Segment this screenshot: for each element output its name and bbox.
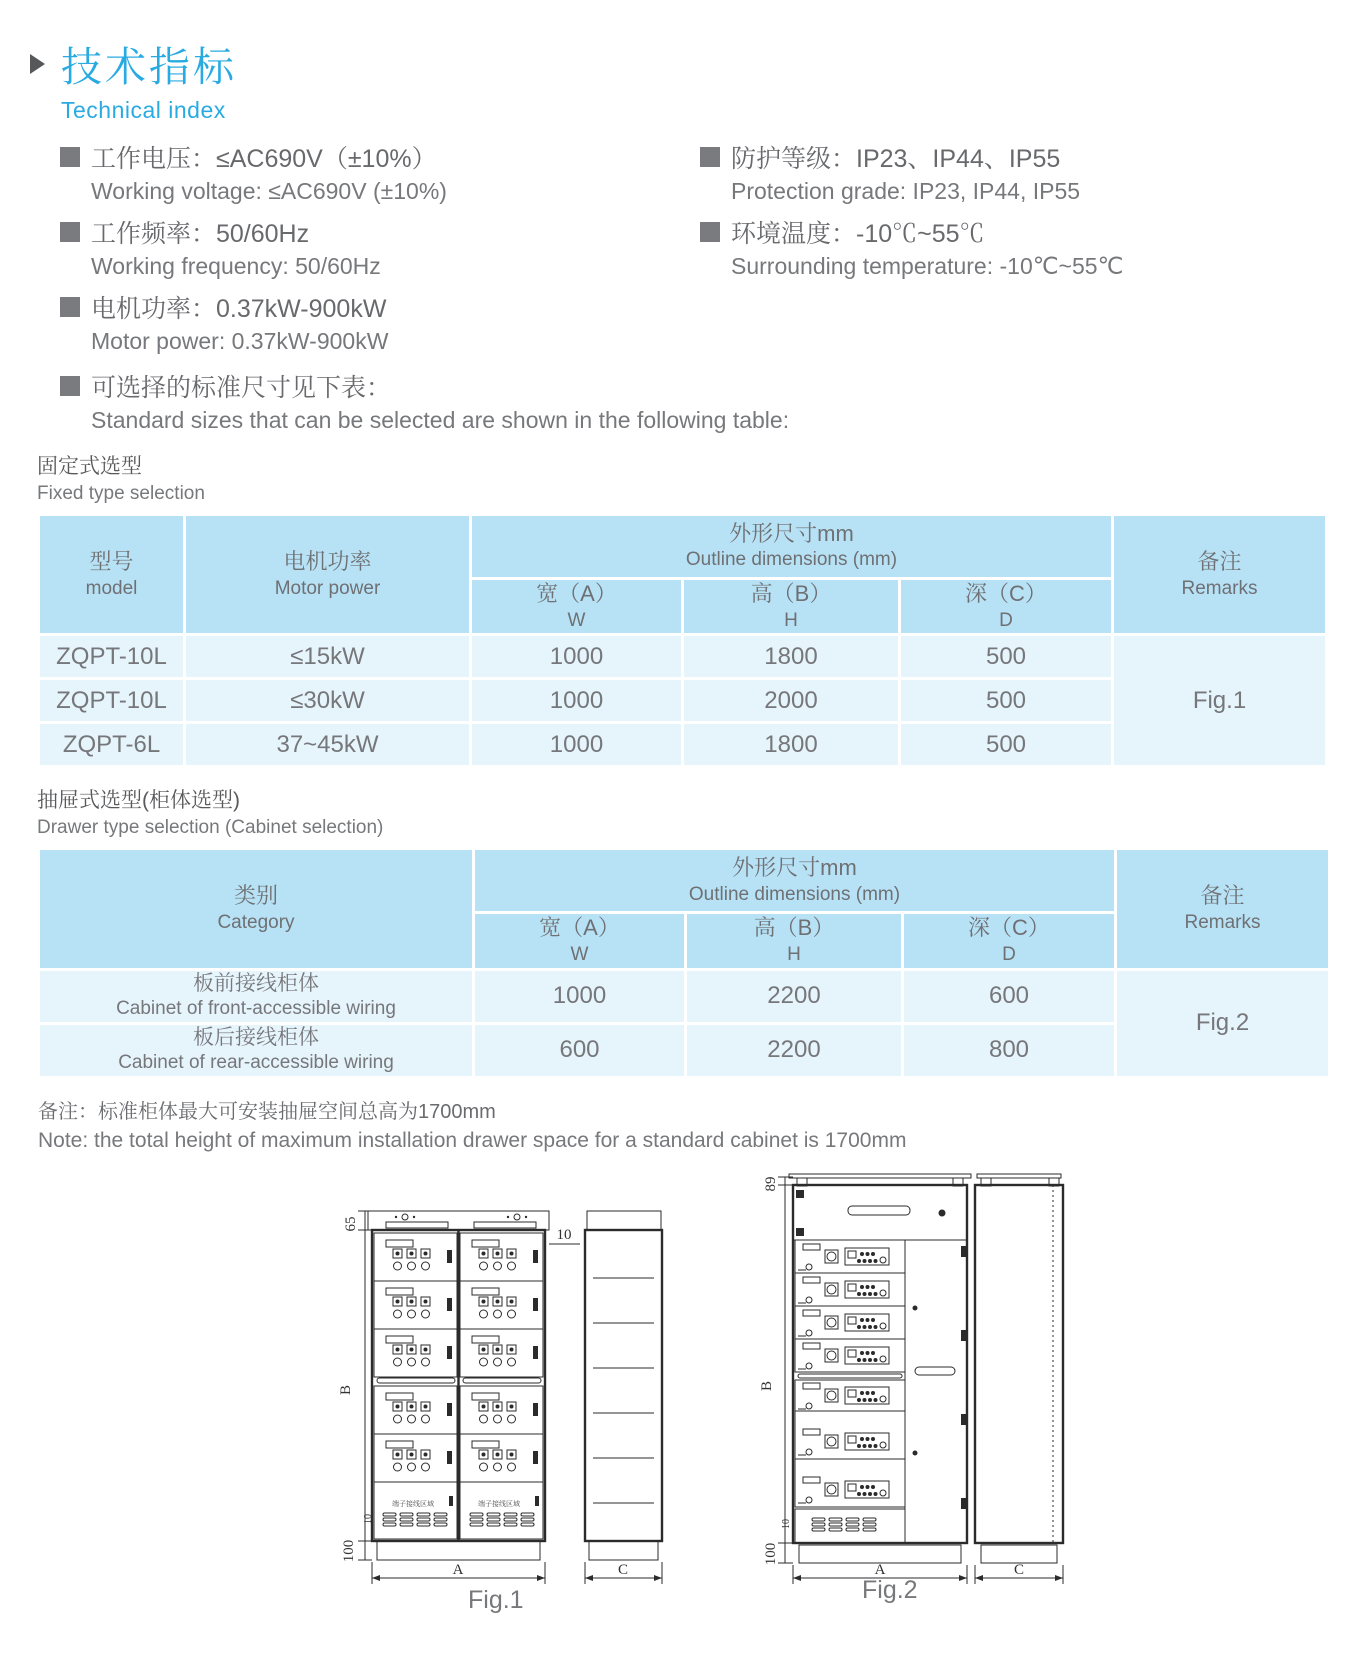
spec-en-text: Standard sizes that can be selected are shown in the following table: — [91, 407, 790, 433]
spec-zh-text: 防护等级：IP23、IP44、IP55 — [731, 145, 1061, 173]
table-row — [39, 635, 1327, 679]
col-motor-power-header: 电机功率 Motor power — [185, 515, 471, 635]
section-en: Drawer type selection (Cabinet selection) — [37, 817, 384, 839]
height-cell: 2000 — [683, 679, 900, 723]
fig2-dim-c-label: C — [1013, 1562, 1025, 1578]
fig2-dim-a-label: A — [874, 1562, 886, 1578]
col-height-header: 高（B） H — [683, 579, 900, 635]
bullet-square-icon — [60, 297, 80, 317]
note-zh: 备注：标准柜体最大可安装抽屉空间总高为1700mm — [38, 1100, 496, 1123]
category-cell: 板前接线柜体 Cabinet of front-accessible wiring — [39, 969, 474, 1023]
section-zh: 固定式选型 — [37, 455, 142, 478]
spec-item-working-voltage — [60, 142, 700, 205]
spec-en-text: Motor power: 0.37kW-900kW — [91, 328, 389, 354]
fig1-dim-10-top-label: 10 — [556, 1227, 572, 1243]
fig2-caption: Fig.2 — [862, 1576, 918, 1604]
bullet-square-icon — [60, 222, 80, 242]
motor-cell: ≤15kW — [185, 635, 471, 679]
fig1-dim-65-label: 65 — [343, 1216, 359, 1232]
drawer-selection-table — [37, 847, 1331, 1078]
motor-cell: 37~45kW — [185, 723, 471, 767]
spec-item-surrounding-temperature — [700, 217, 1357, 280]
section-en: Fixed type selection — [37, 483, 205, 504]
col-model-header: 型号 model — [39, 515, 185, 635]
spec-zh-text: 工作频率：50/60Hz — [91, 220, 310, 248]
col-remarks-header: 备注 Remarks — [1113, 515, 1327, 635]
figures-area — [0, 1118, 1357, 1660]
height-cell: 2200 — [686, 1023, 903, 1077]
fig2-drawing — [715, 1118, 1075, 1638]
spec-zh-text: 工作电压：≤AC690V（±10%） — [91, 145, 437, 173]
bullet-square-icon — [700, 222, 720, 242]
width-cell: 1000 — [471, 679, 683, 723]
page-subtitle: Technical index — [61, 97, 226, 123]
depth-cell: 600 — [903, 969, 1116, 1023]
fig1-terminal-label: 端子接线区域 — [392, 1501, 434, 1508]
spec-item-working-frequency — [60, 217, 700, 280]
spec-zh-text: 电机功率：0.37kW-900kW — [91, 295, 387, 323]
fig1-drawing — [330, 1138, 675, 1608]
spec-en-text: Working voltage: ≤AC690V (±10%) — [91, 178, 447, 204]
bullet-square-icon — [700, 147, 720, 167]
fig1-dim-100-label: 100 — [341, 1539, 357, 1563]
spec-en-text: Protection grade: IP23, IP44, IP55 — [731, 178, 1081, 204]
section-arrow-icon — [30, 54, 45, 74]
motor-cell: ≤30kW — [185, 679, 471, 723]
spec-item-standard-sizes — [60, 371, 1357, 434]
category-cell: 板后接线柜体 Cabinet of rear-accessible wiring — [39, 1023, 474, 1077]
outline-dimensions-header: 外形尺寸mm Outline dimensions (mm) — [471, 515, 1113, 579]
section-zh: 抽屉式选型(柜体选型) — [37, 789, 240, 813]
spec-en-text: Surrounding temperature: -10℃~55℃ — [731, 253, 1124, 279]
height-cell: 2200 — [686, 969, 903, 1023]
fixed-selection-label — [37, 450, 1357, 505]
width-cell: 1000 — [471, 723, 683, 767]
fig2-dim-100-label: 100 — [763, 1542, 779, 1566]
fig1-dim-10-bottom-label: 10 — [363, 1514, 374, 1524]
page-header — [0, 0, 1357, 124]
remarks-cell: Fig.1 — [1113, 635, 1327, 767]
col-depth-header: 深（C） D — [900, 579, 1113, 635]
outline-dimensions-header: 外形尺寸mm Outline dimensions (mm) — [474, 849, 1116, 913]
fig1-dim-c-label: C — [617, 1562, 629, 1578]
col-category-header: 类别 Category — [39, 849, 474, 969]
fig1-dim-a-label: A — [452, 1562, 464, 1578]
remarks-cell: Fig.2 — [1116, 969, 1330, 1077]
width-cell: 1000 — [471, 635, 683, 679]
note-en: Note: the total height of maximum installation drawer space for a standard cabinet is 1700mm — [38, 1128, 907, 1152]
bullet-square-icon — [60, 376, 80, 396]
page-title: 技术指标 — [61, 44, 237, 90]
col-width-header: 宽（A） W — [474, 913, 686, 969]
fig1-caption: Fig.1 — [468, 1586, 524, 1614]
fig1-terminal-label: 端子接线区域 — [478, 1501, 520, 1508]
fig2-dim-b-label: B — [759, 1380, 775, 1392]
model-cell: ZQPT-10L — [39, 679, 185, 723]
spec-item-motor-power — [60, 292, 700, 355]
fig2-dim-89-label: 89 — [763, 1176, 779, 1192]
spec-column-left — [60, 142, 700, 367]
spec-en-text: Working frequency: 50/60Hz — [91, 253, 381, 279]
bullet-square-icon — [60, 147, 80, 167]
height-cell: 1800 — [683, 723, 900, 767]
drawer-selection-label — [37, 784, 1357, 839]
fig1-dim-b-label: B — [338, 1384, 354, 1396]
depth-cell: 500 — [900, 723, 1113, 767]
spec-zh-text: 可选择的标准尺寸见下表： — [91, 374, 392, 402]
height-cell: 1800 — [683, 635, 900, 679]
depth-cell: 500 — [900, 635, 1113, 679]
model-cell: ZQPT-10L — [39, 635, 185, 679]
depth-cell: 800 — [903, 1023, 1116, 1077]
col-remarks-header: 备注 Remarks — [1116, 849, 1330, 969]
col-width-header: 宽（A） W — [471, 579, 683, 635]
depth-cell: 500 — [900, 679, 1113, 723]
table-row — [39, 969, 1330, 1023]
spec-zh-text: 环境温度：-10℃~55℃ — [731, 220, 985, 248]
spec-column-right — [700, 142, 1357, 367]
col-height-header: 高（B） H — [686, 913, 903, 969]
spec-item-protection-grade — [700, 142, 1357, 205]
width-cell: 1000 — [474, 969, 686, 1023]
fixed-selection-table — [37, 513, 1328, 768]
spec-list — [60, 142, 1357, 367]
col-depth-header: 深（C） D — [903, 913, 1116, 969]
width-cell: 600 — [474, 1023, 686, 1077]
model-cell: ZQPT-6L — [39, 723, 185, 767]
fig2-dim-10-label: 10 — [781, 1519, 792, 1529]
